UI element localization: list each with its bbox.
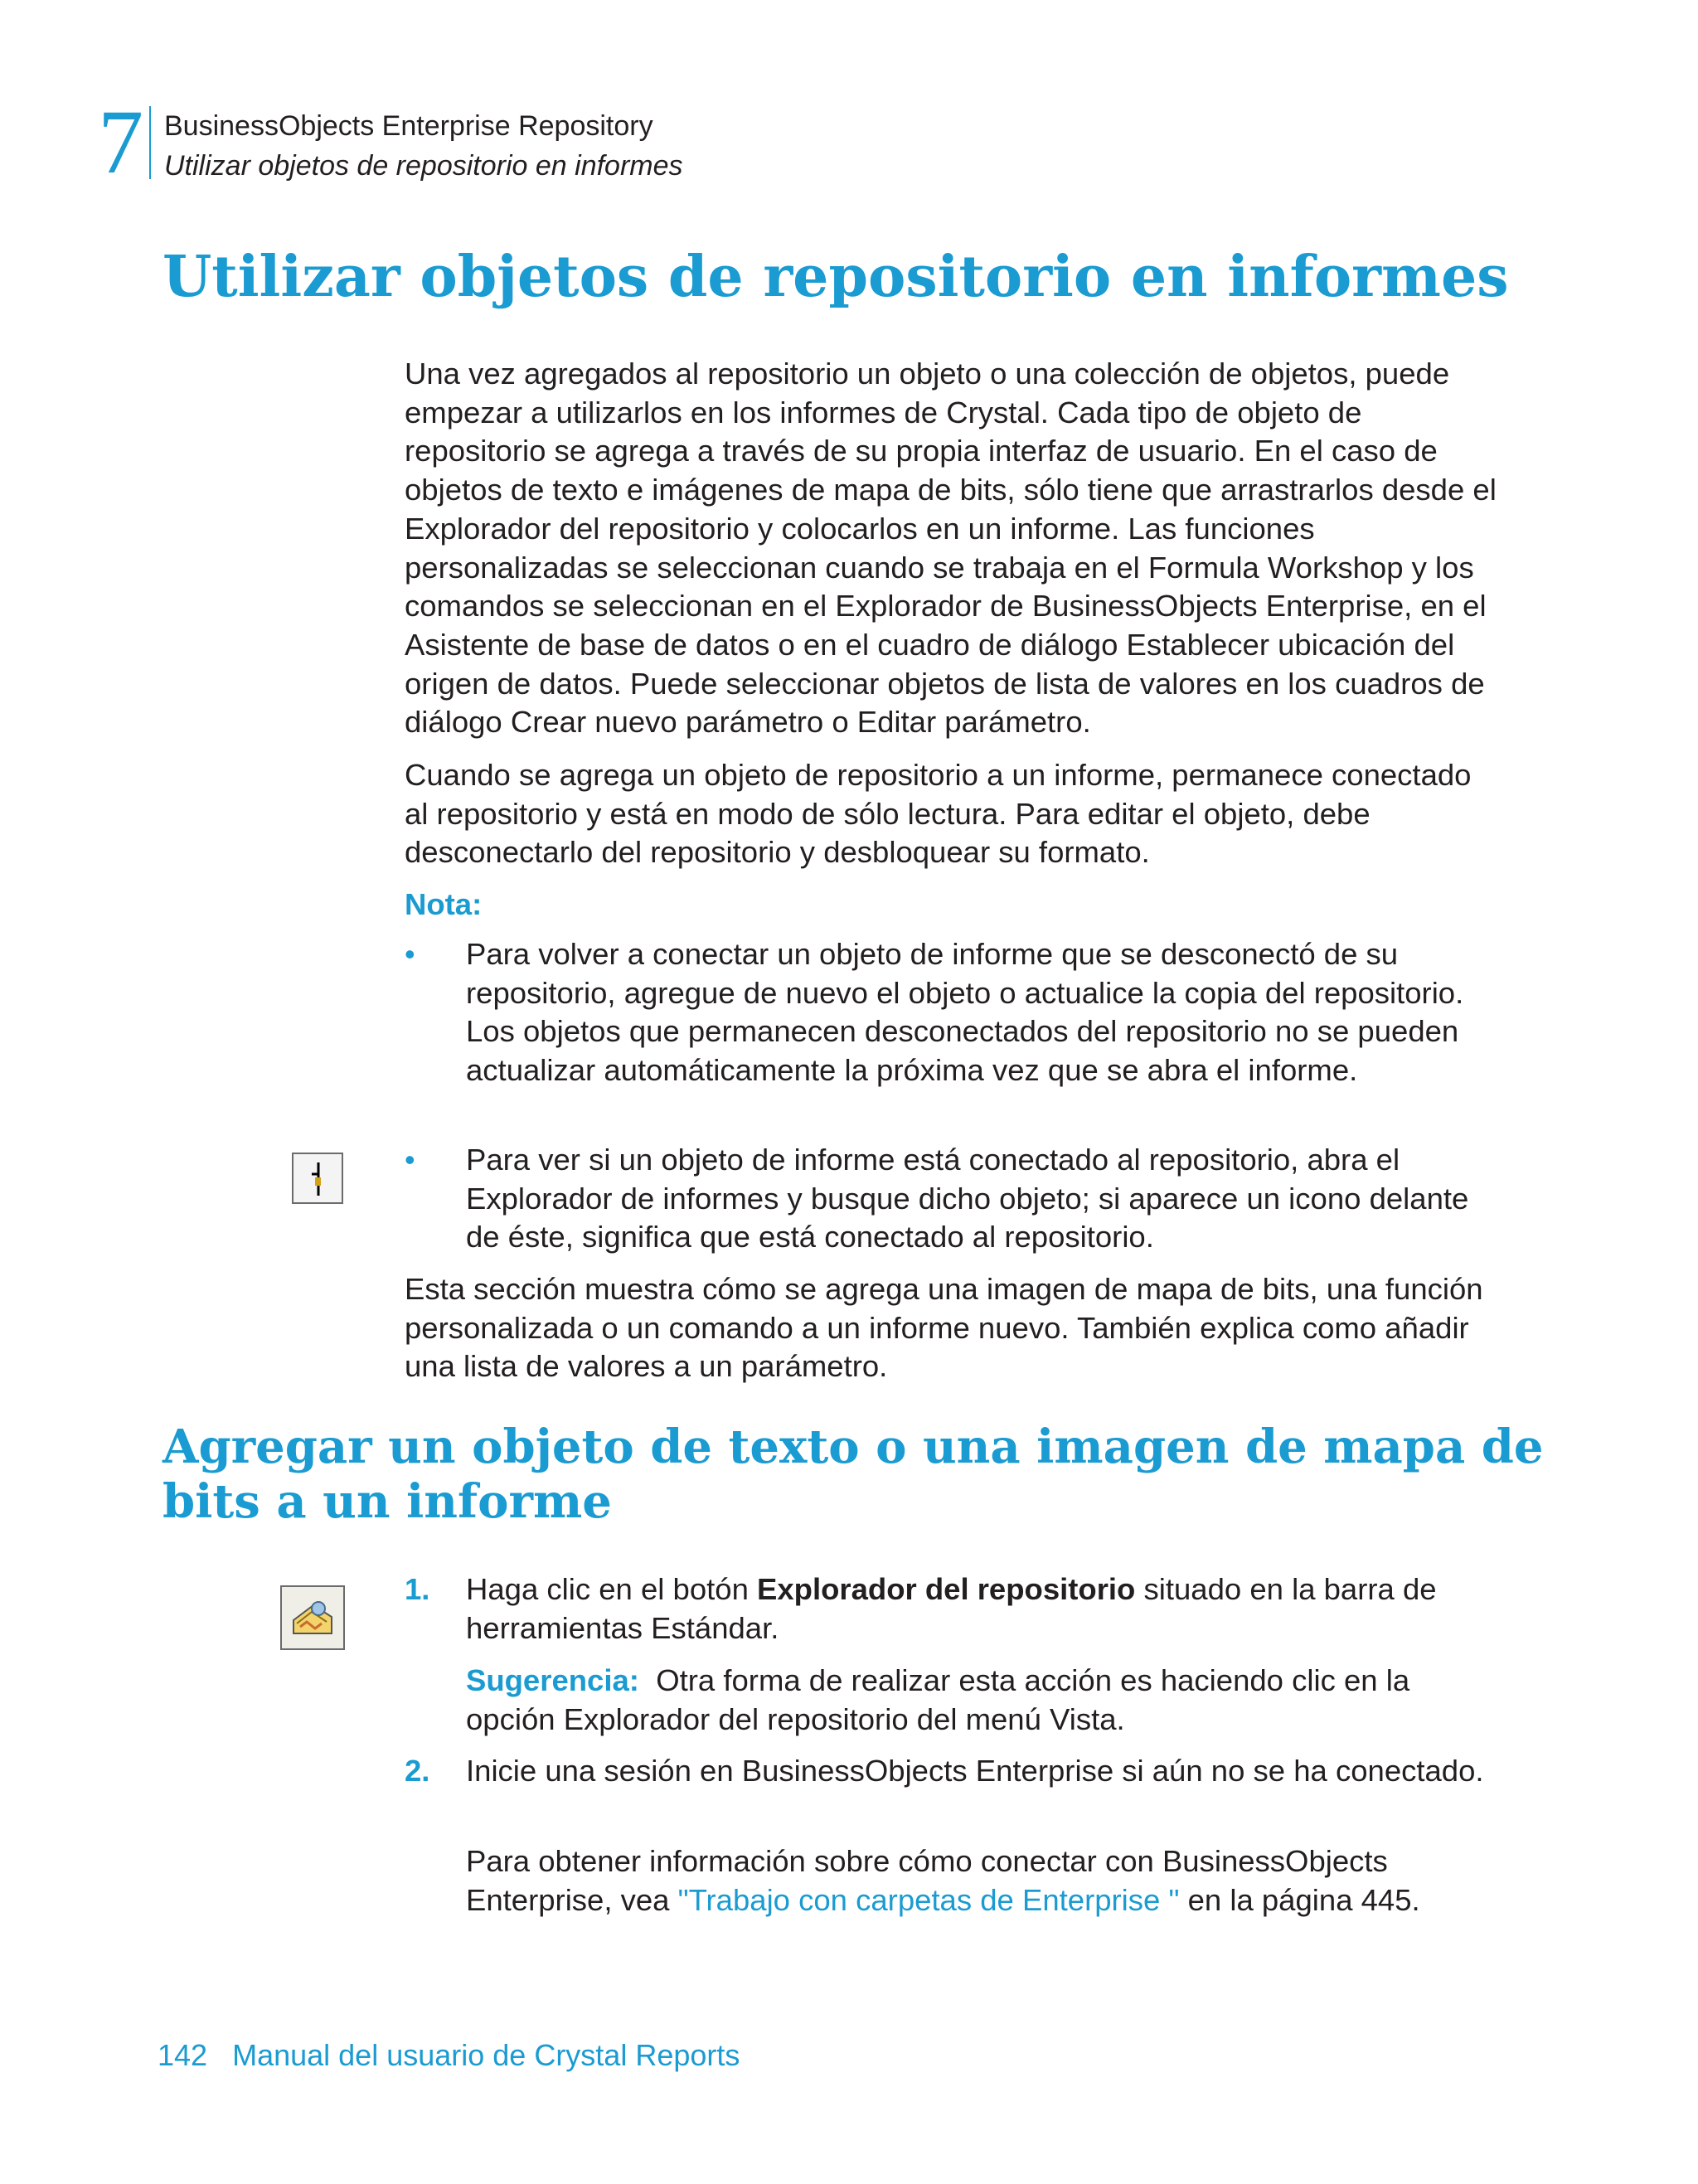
tip-text bbox=[466, 1662, 1502, 1739]
page-title: Utilizar objetos de repositorio en informes bbox=[163, 244, 1509, 310]
bullet-icon: • bbox=[405, 937, 415, 971]
step-number: 2. bbox=[405, 1754, 430, 1788]
step-text-part: situado en la barra de herramientas Estándar. bbox=[466, 1572, 1437, 1645]
book-title: Manual del usuario de Crystal Reports bbox=[232, 2038, 740, 2072]
intro-paragraph bbox=[405, 355, 1499, 742]
note-label: Nota: bbox=[405, 887, 483, 921]
list-item bbox=[405, 935, 1499, 1134]
repository-explorer-label: Explorador del repositorio bbox=[757, 1572, 1136, 1606]
closing-paragraph bbox=[405, 1270, 1499, 1386]
paragraph-3: Esta sección muestra cómo se agrega una imagen de mapa de bits, una función personalizada o un comando a un informe nuevo. También explica como añadir una lista de valores a un parámetro. bbox=[405, 1272, 1483, 1384]
chapter-number: 7 bbox=[98, 91, 143, 192]
book-section: BusinessObjects Enterprise Repository bbox=[164, 110, 653, 142]
step-detail-text bbox=[466, 1842, 1502, 1919]
page-number: 142 bbox=[158, 2038, 208, 2072]
bullet-text: Para ver si un objeto de informe está conectado al repositorio, abra el Explorador de informes y busque dicho objeto; si aparece un icono delante de éste, significa que está conectado al repositorio. bbox=[466, 1143, 1469, 1255]
repository-connected-icon bbox=[292, 1153, 343, 1204]
tip-body: Otra forma de realizar esta acción es haciendo clic en la opción Explorador del repositorio del menú Vista. bbox=[466, 1663, 1410, 1736]
list-item bbox=[405, 1141, 1499, 1265]
repository-explorer-icon bbox=[280, 1585, 345, 1650]
tip-label: Sugerencia: bbox=[466, 1663, 639, 1697]
readonly-paragraph bbox=[405, 756, 1499, 872]
cross-reference-link[interactable]: "Trabajo con carpetas de Enterprise " bbox=[677, 1882, 1180, 1917]
step-text: Inicie una sesión en BusinessObjects Enterprise si aún no se ha conectado. bbox=[466, 1754, 1484, 1788]
step-number: 1. bbox=[405, 1572, 430, 1606]
section-title: Agregar un objeto de texto o una imagen de mapa de bits a un informe bbox=[163, 1420, 1544, 1529]
page-footer bbox=[158, 2038, 740, 2073]
step-1 bbox=[405, 1570, 1499, 1662]
tip bbox=[405, 1662, 1499, 1745]
step-text-part: Para obtener información sobre cómo conectar con BusinessObjects Enterprise, vea bbox=[466, 1844, 1388, 1917]
step-text-part: en la página 445. bbox=[1179, 1882, 1420, 1917]
running-title: Utilizar objetos de repositorio en informes bbox=[164, 150, 683, 182]
bullet-icon: • bbox=[405, 1143, 415, 1177]
header-rule bbox=[149, 106, 151, 179]
step-text bbox=[466, 1570, 1502, 1648]
step-2-detail bbox=[405, 1842, 1499, 1925]
running-header bbox=[164, 106, 683, 186]
bullet-text: Para volver a conectar un objeto de informe que se desconectó de su repositorio, agregue de nuevo el objeto o actualice la copia del repositorio. Los objetos que permanecen desconectados del repositorio no se pueden actualizar automáticamente la próxima vez que se abra el informe. bbox=[466, 937, 1464, 1088]
paragraph-1: Una vez agregados al repositorio un objeto o una colección de objetos, puede empezar a utilizarlos en los informes de Crystal. Cada tipo de objeto de repositorio se agrega a través de su propia interfaz de usuario. En el caso de objetos de texto e imágenes de mapa de bits, sólo tiene que arrastrarlos desde el Explorador del repositorio y colocarlos en un informe. Las funciones personalizadas se seleccionan cuando se trabaja en el Formula Workshop y los comandos se seleccionan en el Explorador de BusinessObjects Enterprise, en el Asistente de base de datos o en el cuadro de diálogo Establecer ubicación del origen de datos. Puede seleccionar objetos de lista de valores en los cuadros de diálogo Crear nuevo parámetro o Editar parámetro. bbox=[405, 357, 1497, 740]
step-2 bbox=[405, 1752, 1499, 1835]
paragraph-2: Cuando se agrega un objeto de repositorio a un informe, permanece conectado al repositorio y está en modo de sólo lectura. Para editar el objeto, debe desconectarlo del repositorio y desbloquear su formato. bbox=[405, 758, 1472, 870]
step-text-part: Haga clic en el botón bbox=[466, 1572, 758, 1606]
